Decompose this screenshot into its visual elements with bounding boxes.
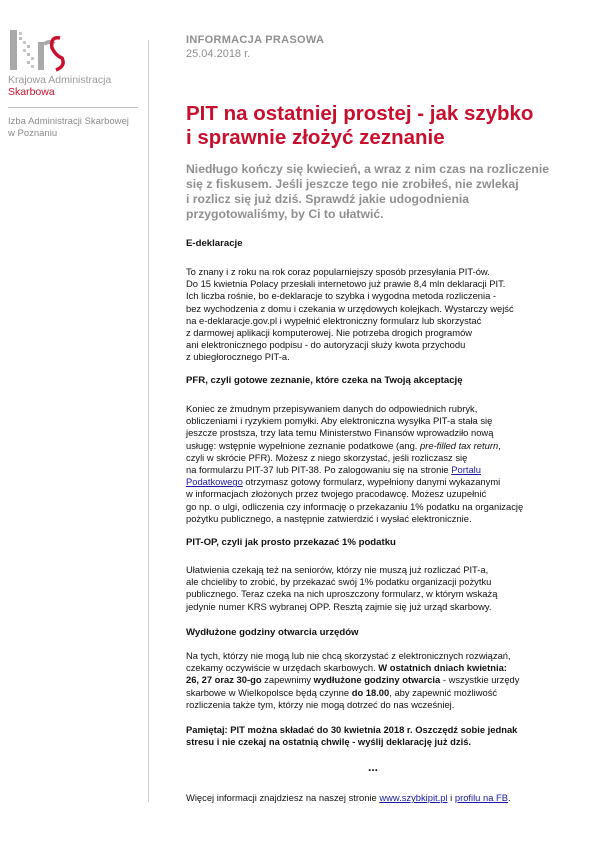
paragraph-line: Ich liczba rośnie, bo e-deklaracje to szybka i wygodna metoda rozliczenia - xyxy=(186,290,497,302)
paragraph-line: z darmowej aplikacji komputerowej. Nie potrzeba drogich programów xyxy=(186,327,473,339)
paragraph-line: To znany i z roku na rok coraz popularniejszy sposób przesyłania PIT-ów. xyxy=(186,266,490,277)
paragraph-line: publicznego. Teraz czeka na nich uproszczony formularz, w którym wskażą xyxy=(186,588,498,600)
text-run: na formularzu PIT-37 lub PIT-38. Po zalogowaniu się na stronie xyxy=(186,464,452,476)
office-line-1: Izba Administracji Skarbowej xyxy=(8,116,129,127)
paragraph-line: pożytku publicznego, a następnie zatwierdzić i wysłać elektronicznie. xyxy=(186,512,472,524)
section-heading-pfr: PFR, czyli gotowe zeznanie, które czeka na Twoją akceptację xyxy=(186,375,463,386)
paragraph-line: ani elektronicznego podpisu - do autoryzacji służy kwota przychodu xyxy=(186,339,466,351)
lead-line: Niedługo kończy się kwiecień, a wraz z nim czas na rozliczenie xyxy=(186,162,550,176)
paragraph-line: czyli w skrócie PFR). Możesz z niego skorzystać, jeśli rozliczasz się xyxy=(186,451,468,463)
paragraph-line: Ułatwienia czekają też na seniorów, którzy nie muszą już rozliczać PIT-a, xyxy=(186,564,489,575)
ellipsis-separator: ... xyxy=(368,760,379,774)
text-run: , xyxy=(498,439,501,451)
text-run-bold: 26, 27 oraz 30-go xyxy=(186,674,262,686)
section-heading-edeklaracje: E-deklaracje xyxy=(186,238,243,249)
paragraph-line xyxy=(186,476,576,488)
title-line-2: i sprawnie złożyć zeznanie xyxy=(186,126,445,149)
paragraph-line: Koniec ze żmudnym przepisywaniem danych do odpowiednich rubryk, xyxy=(186,403,478,414)
paragraph-line: stresu i nie czekaj na ostatnią chwilę - wyślij deklarację już dziś. xyxy=(186,736,472,748)
vertical-divider xyxy=(148,40,149,802)
paragraph-pfr xyxy=(186,403,576,525)
text-run-bold: wydłużone godziny otwarcia xyxy=(313,674,441,686)
text-run: , aby zapewnić możliwość xyxy=(389,686,498,698)
section-heading-pitop: PIT-OP, czyli jak prosto przekazać 1% podatku xyxy=(186,537,396,548)
text-run-bold: W ostatnich dniach kwietnia: xyxy=(378,662,507,674)
paragraph-line: w informacjach złożonych przez twojego pracodawcę. Możesz uzupełnić xyxy=(186,488,487,500)
document-type: INFORMACJA PRASOWA xyxy=(186,34,325,46)
portal-podatkowy-link[interactable]: Portalu xyxy=(451,464,481,476)
text-run: . xyxy=(508,792,511,803)
text-run: usługę: wstępnie wypełnione zeznanie podatkowe (ang. xyxy=(186,439,421,451)
text-run: czekamy oczywiście w urzędach skarbowych. xyxy=(186,662,379,674)
sidebar xyxy=(8,28,140,140)
paragraph-line xyxy=(186,464,576,476)
krs-logo xyxy=(8,28,68,72)
sidebar-divider xyxy=(8,107,138,108)
paragraph-line: jeszcze prostsza, trzy lata temu Ministerstwo Finansów wprowadziło nową xyxy=(186,427,494,439)
text-run: Więcej informacji znajdziesz na naszej stronie xyxy=(186,792,380,803)
facebook-profile-link[interactable]: profilu na FB xyxy=(454,792,509,803)
page-title xyxy=(186,102,576,150)
portal-podatkowy-link-cont[interactable]: Podatkowego xyxy=(186,476,243,488)
paragraph-line: jedynie numer KRS wybranej OPP. Resztą zajmie się już urząd skarbowy. xyxy=(186,600,492,612)
text-run: otrzymasz gotowy formularz, wypełniony danymi wykazanymi xyxy=(242,476,501,488)
brand-line-1: Krajowa Administracja xyxy=(8,74,112,86)
paragraph-line xyxy=(186,662,576,674)
lead-line: i rozlicz się już dziś. Sprawdź jakie udogodnienia xyxy=(186,192,470,206)
section-heading-godziny: Wydłużone godziny otwarcia urzędów xyxy=(186,627,359,638)
text-run-bold: do 18.00 xyxy=(351,686,390,698)
paragraph-line: Pamiętaj: PIT można składać do 30 kwietnia 2018 r. Oszczędź sobie jednak xyxy=(186,724,518,735)
paragraph-line: Do 15 kwietnia Polacy przesłali internetowo już prawie 8,4 mln deklaracji PIT. xyxy=(186,278,506,290)
text-run: - wszystkie urzędy xyxy=(440,674,520,686)
paragraph-edeklaracje xyxy=(186,266,576,364)
paragraph-line: rozliczenia także tym, którzy nie mogą dotrzeć do nas wcześniej. xyxy=(186,698,455,710)
paragraph-line: ale chcieliby to zrobić, by przekazać swój 1% podatku organizacji pożytku xyxy=(186,576,492,588)
paragraph-line xyxy=(186,674,576,686)
footer-paragraph xyxy=(186,792,576,804)
paragraph-pitop xyxy=(186,564,576,613)
reminder-paragraph xyxy=(186,724,576,748)
text-run: skarbowe w Wielkopolsce będą czynne xyxy=(186,686,352,698)
text-run-italic: pre-filled tax return xyxy=(420,439,499,451)
paragraph-line: na e-deklaracje.gov.pl i wypełnić elektroniczny formularz lub skorzystać xyxy=(186,314,482,326)
lead-line: się z fiskusem. Jeśli jeszcze tego nie zrobiłeś, nie zwlekaj xyxy=(186,177,519,191)
text-run: i xyxy=(447,792,455,803)
paragraph-godziny xyxy=(186,650,576,711)
office-name xyxy=(8,116,140,140)
text-run: zapewnimy xyxy=(261,674,314,686)
lead-paragraph xyxy=(186,162,581,222)
paragraph-line xyxy=(186,440,576,452)
title-line-1: PIT na ostatniej prostej - jak szybko xyxy=(186,102,534,125)
lead-line: przygotowaliśmy, by Ci to ułatwić. xyxy=(186,207,384,221)
paragraph-line xyxy=(186,687,576,699)
office-line-2: w Poznaniu xyxy=(8,128,58,139)
paragraph-line: bez wychodzenia z domu i czekania w urzędowych kolejkach. Wystarczy wejść xyxy=(186,302,514,314)
brand-line-2: Skarbowa xyxy=(8,86,55,98)
main-content xyxy=(186,34,566,803)
paragraph-line: obliczeniami i ryzykiem pomyłki. Aby elektroniczna wysyłka PIT-a stała się xyxy=(186,415,493,427)
document-date: 25.04.2018 r. xyxy=(186,48,251,60)
paragraph-line: Na tych, którzy nie mogą lub nie chcą skorzystać z elektronicznych rozwiązań, xyxy=(186,650,511,661)
szybkipit-link[interactable]: www.szybkipit.pl xyxy=(379,792,448,803)
paragraph-line: z ubiegłorocznego PIT-a. xyxy=(186,351,290,363)
brand-name xyxy=(8,74,140,98)
paragraph-line: go np. o ulgi, odliczenia czy informację o przekazaniu 1% podatku na organizację xyxy=(186,500,524,512)
